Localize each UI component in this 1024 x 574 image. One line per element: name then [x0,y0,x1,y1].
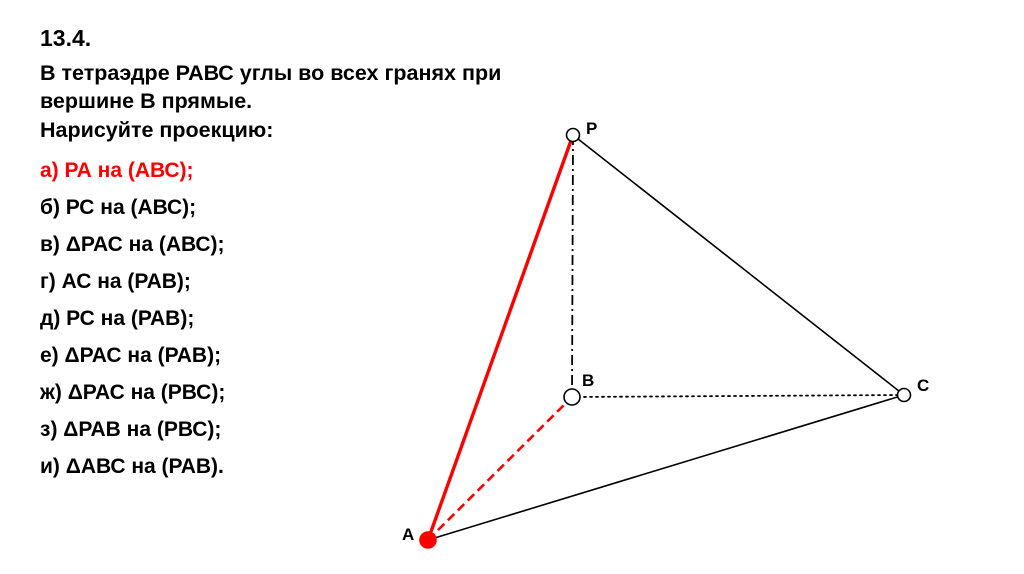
task-item-e: е) ΔРАС на (РАВ); [40,343,222,367]
task-number: 13.4. [40,25,92,51]
task-item-i: и) ΔАВС на (РАВ). [40,454,224,478]
vertex-B-marker [564,389,580,405]
vertex-P-marker [567,129,580,142]
task-item-zh: ж) ΔРАС на (РВС); [40,380,226,404]
task-item-d: д) РС на (РАВ); [40,306,195,330]
task-item-b: б) РС на (АВС); [40,195,197,219]
statement-line-1: В тетраэдре РАВС углы во всех гранях при вершине В прямые. [40,60,502,114]
vertex-C-marker [898,389,911,402]
statement-line-2: Нарисуйте проекцию: [40,117,274,142]
tetrahedron-figure [350,100,1010,570]
edge-PB [572,135,573,397]
vertex-A-marker [420,532,436,548]
task-item-g: г) АС на (РАВ); [40,269,191,293]
vertex-label-A: A [402,525,415,544]
task-item-v: в) ΔРАС на (АВС); [40,232,225,256]
vertex-label-P: P [586,119,598,138]
vertex-label-B: B [582,371,595,390]
task-item-z: з) ΔРАВ на (РВС); [40,417,222,441]
edge-BC [572,395,904,397]
vertex-label-C: C [917,376,930,395]
task-item-a: а) РА на (АВС); [40,158,194,182]
edge-PA [428,135,573,540]
edge-PC [573,135,904,395]
